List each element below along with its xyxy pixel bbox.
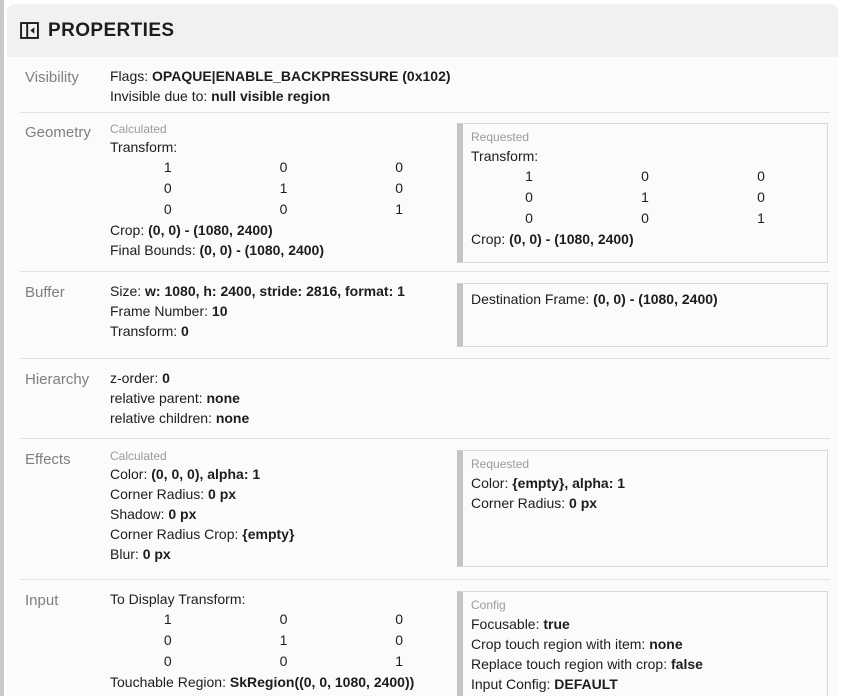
property-value: (0, 0) - (1080, 2400) (199, 242, 325, 258)
property-row-relative-children (110, 408, 457, 428)
to-display-transform-label: To Display Transform: (110, 591, 246, 607)
property-value: none (206, 390, 240, 406)
matrix-cell: 1 (395, 653, 404, 669)
property-row-focusable (471, 614, 819, 634)
section-effects (7, 439, 838, 579)
property-row-color (471, 473, 819, 493)
properties-header (7, 4, 838, 57)
property-key: Corner Radius: (110, 486, 209, 502)
property-value: SkRegion((0, 0, 1080, 2400)) (229, 674, 415, 690)
property-row-frame-number (110, 301, 457, 321)
property-row-crop (110, 220, 457, 240)
matrix-cell: 0 (395, 180, 404, 196)
property-value: none (215, 410, 250, 426)
section-label-geometry: Geometry (25, 124, 91, 141)
matrix-cell: 0 (279, 201, 288, 217)
property-key: Destination Frame: (471, 291, 594, 307)
matrix-cell: 0 (279, 611, 288, 627)
transform-label: Transform: (110, 139, 178, 155)
matrix-cell: 0 (163, 653, 172, 669)
section-label-effects: Effects (25, 451, 71, 468)
property-key: Focusable: (471, 616, 544, 632)
property-value: 0 px (142, 546, 171, 562)
section-label-visibility: Visibility (25, 69, 79, 86)
property-key: Input Config: (471, 676, 555, 692)
property-key: Final Bounds: (110, 242, 200, 258)
property-key: Frame Number: (110, 303, 212, 319)
properties-panel (7, 4, 838, 696)
section-input (7, 580, 838, 696)
property-value: w: 1080, h: 2400, stride: 2816, format: 1 (145, 283, 405, 299)
property-row-z-order (110, 368, 457, 388)
property-row-relative-parent (110, 388, 457, 408)
property-row-shadow (110, 504, 457, 524)
group-tag-requested: Requested (471, 130, 530, 144)
section-geometry (7, 113, 838, 271)
effects-requested-group (457, 450, 828, 567)
property-value: {empty} (242, 526, 295, 542)
matrix-cell: 1 (279, 632, 288, 648)
property-row-destination-frame (471, 289, 819, 309)
matrix-cell: 1 (525, 168, 533, 184)
group-tag-calculated: Calculated (110, 449, 167, 463)
section-label-hierarchy: Hierarchy (25, 371, 90, 388)
matrix-cell: 1 (279, 180, 288, 196)
property-key: Crop touch region with item: (471, 636, 650, 652)
property-row-corner-radius (471, 493, 819, 513)
property-key: Flags: (110, 68, 153, 84)
matrix-cell: 0 (395, 611, 404, 627)
matrix-cell: 0 (525, 189, 533, 205)
property-value: 10 (211, 303, 228, 319)
property-key: Corner Radius: (471, 495, 570, 511)
matrix-cell: 0 (757, 168, 765, 184)
geometry-calculated-group (110, 121, 457, 260)
property-key: relative children: (110, 410, 216, 426)
effects-calculated-group (110, 448, 457, 564)
property-value: null visible region (211, 88, 331, 104)
property-key: Touchable Region: (110, 674, 230, 690)
property-value: (0, 0) - (1080, 2400) (509, 231, 634, 247)
matrix-cell: 0 (757, 189, 765, 205)
matrix-cell: 1 (163, 159, 172, 175)
property-value: 0 (162, 370, 170, 386)
property-value: 0 px (208, 486, 237, 502)
section-buffer (7, 272, 838, 358)
section-label-buffer: Buffer (25, 284, 65, 301)
buffer-properties (110, 281, 457, 341)
property-row-transform (110, 321, 457, 341)
property-value: OPAQUE|ENABLE_BACKPRESSURE (0x102) (152, 68, 451, 84)
matrix-cell: 0 (525, 210, 533, 226)
property-row-corner-radius (110, 484, 457, 504)
property-key: z-order: (110, 370, 163, 386)
property-key: Crop: (471, 231, 510, 247)
property-row-blur (110, 544, 457, 564)
matrix-cell: 1 (757, 210, 765, 226)
property-row-final-bounds (110, 240, 457, 260)
group-tag-calculated: Calculated (110, 122, 167, 136)
property-row-size (110, 281, 457, 301)
matrix-cell: 0 (279, 653, 288, 669)
matrix-cell: 0 (641, 210, 649, 226)
property-value: false (671, 656, 703, 672)
group-tag-requested: Requested (471, 457, 530, 471)
property-value: 0 px (569, 495, 598, 511)
matrix-cell: 1 (395, 201, 404, 217)
property-key: Corner Radius Crop: (110, 526, 243, 542)
hierarchy-properties (110, 368, 457, 428)
property-row-touchable-region (110, 672, 457, 692)
section-visibility (7, 57, 838, 112)
property-row-flags (110, 66, 457, 86)
property-key: Invisible due to: (110, 88, 212, 104)
transform-matrix (471, 166, 819, 229)
property-value: {empty}, alpha: 1 (512, 475, 626, 491)
property-value: (0, 0) - (1080, 2400) (148, 222, 273, 238)
buffer-requested-group (457, 283, 828, 347)
property-value: none (649, 636, 683, 652)
section-label-input: Input (25, 592, 59, 609)
property-value: (0, 0, 0), alpha: 1 (151, 466, 261, 482)
property-key: relative parent: (110, 390, 207, 406)
property-key: Color: (110, 466, 152, 482)
property-row-crop (471, 229, 819, 249)
panel-title: PROPERTIES (48, 19, 175, 41)
property-value: true (543, 616, 570, 632)
matrix-cell: 0 (395, 632, 404, 648)
matrix-cell: 1 (641, 189, 649, 205)
group-tag-config: Config (471, 598, 506, 612)
matrix-cell: 0 (163, 180, 172, 196)
transform-label: Transform: (471, 148, 539, 164)
property-row-replace-touch-region (471, 654, 819, 674)
section-hierarchy (7, 359, 838, 438)
property-row-crop-touch-region (471, 634, 819, 654)
transform-matrix (110, 157, 457, 220)
property-key: Blur: (110, 546, 143, 562)
property-key: Transform: (110, 323, 182, 339)
matrix-cell: 1 (163, 611, 172, 627)
transform-matrix (110, 609, 457, 672)
property-key: Color: (471, 475, 513, 491)
matrix-cell: 0 (641, 168, 649, 184)
property-key: Crop: (110, 222, 149, 238)
visibility-properties (110, 66, 457, 106)
property-value: DEFAULT (554, 676, 618, 692)
property-row-invisible-due-to (110, 86, 457, 106)
matrix-cell: 0 (279, 159, 288, 175)
property-key: Replace touch region with crop: (471, 656, 671, 672)
property-value: 0 (181, 323, 189, 339)
left-panel-close-icon[interactable] (18, 19, 41, 42)
property-value: (0, 0) - (1080, 2400) (593, 291, 718, 307)
property-key: Size: (110, 283, 146, 299)
geometry-requested-group (457, 123, 828, 263)
panel-resize-divider[interactable] (0, 0, 4, 696)
property-value: 0 px (168, 506, 197, 522)
property-row-color (110, 464, 457, 484)
property-row-input-config (471, 674, 819, 694)
property-key: Shadow: (110, 506, 169, 522)
matrix-cell: 0 (163, 632, 172, 648)
property-row-corner-radius-crop (110, 524, 457, 544)
input-properties (110, 589, 457, 692)
input-config-group (457, 591, 828, 696)
matrix-cell: 0 (163, 201, 172, 217)
matrix-cell: 0 (395, 159, 404, 175)
